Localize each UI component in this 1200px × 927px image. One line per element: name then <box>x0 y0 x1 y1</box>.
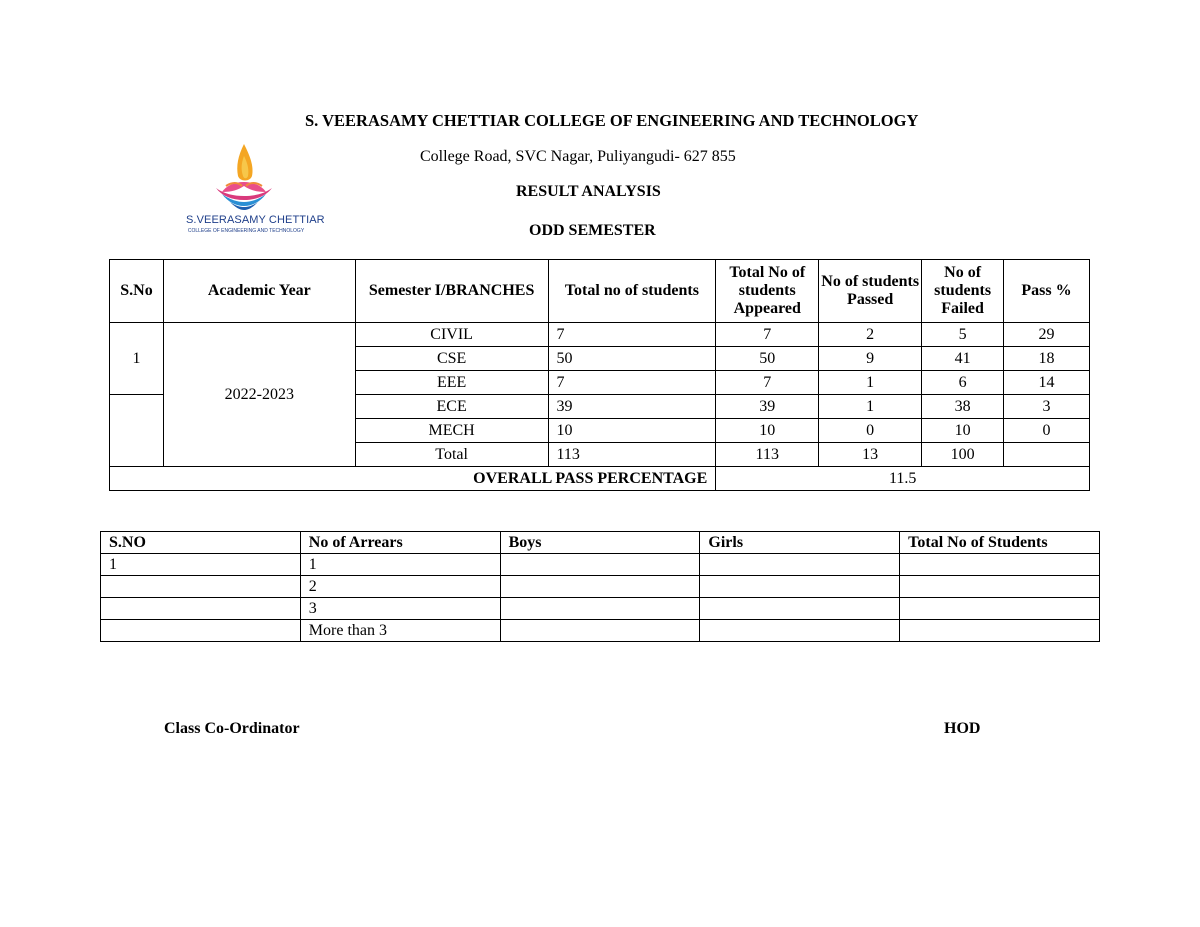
arrears-cell: 2 <box>300 576 500 598</box>
passed-cell: 9 <box>819 347 922 371</box>
passed-cell: 1 <box>819 371 922 395</box>
sno-cell: 1 <box>110 323 164 395</box>
result-analysis-table <box>109 259 1090 491</box>
boys-cell <box>500 576 700 598</box>
total-cell: 113 <box>548 443 716 467</box>
header-total-students: Total no of students <box>548 260 716 323</box>
header-academic-year: Academic Year <box>163 260 355 323</box>
lamp-flower-icon <box>186 142 306 214</box>
header-girls: Girls <box>700 532 900 554</box>
girls-cell <box>700 598 900 620</box>
header-pass-percent: Pass % <box>1004 260 1090 323</box>
failed-cell: 6 <box>922 371 1004 395</box>
appeared-cell: 113 <box>716 443 819 467</box>
semester-title: ODD SEMESTER <box>529 222 656 239</box>
total-cell <box>900 576 1100 598</box>
header-appeared: Total No of students Appeared <box>716 260 819 323</box>
girls-cell <box>700 620 900 642</box>
appeared-cell: 39 <box>716 395 819 419</box>
appeared-cell: 7 <box>716 323 819 347</box>
academic-year-cell: 2022-2023 <box>163 323 355 467</box>
passed-cell: 2 <box>819 323 922 347</box>
branch-cell: CSE <box>355 347 548 371</box>
failed-cell: 10 <box>922 419 1004 443</box>
logo-name: S.VEERASAMY CHETTIAR <box>186 214 325 226</box>
appeared-cell: 7 <box>716 371 819 395</box>
girls-cell <box>700 576 900 598</box>
boys-cell <box>500 598 700 620</box>
overall-row <box>110 467 1090 491</box>
logo-subtitle: COLLEGE OF ENGINEERING AND TECHNOLOGY <box>187 228 305 234</box>
appeared-cell: 10 <box>716 419 819 443</box>
total-cell <box>900 620 1100 642</box>
header-semester-branches: Semester I/BRANCHES <box>355 260 548 323</box>
pass-percent-cell: 0 <box>1004 419 1090 443</box>
header-total-students: Total No of Students <box>900 532 1100 554</box>
girls-cell <box>700 554 900 576</box>
table-row <box>101 554 1100 576</box>
arrear-header-row <box>101 532 1100 554</box>
branch-cell: MECH <box>355 419 548 443</box>
passed-cell: 0 <box>819 419 922 443</box>
boys-cell <box>500 554 700 576</box>
header-sno: S.NO <box>101 532 301 554</box>
pass-percent-cell: 14 <box>1004 371 1090 395</box>
pass-percent-cell: 3 <box>1004 395 1090 419</box>
hod-signature: HOD <box>944 720 981 737</box>
branch-cell: Total <box>355 443 548 467</box>
table-row <box>101 620 1100 642</box>
appeared-cell: 50 <box>716 347 819 371</box>
failed-cell: 41 <box>922 347 1004 371</box>
class-coordinator-signature: Class Co-Ordinator <box>164 720 300 737</box>
failed-cell: 5 <box>922 323 1004 347</box>
failed-cell: 100 <box>922 443 1004 467</box>
overall-pass-label: OVERALL PASS PERCENTAGE <box>110 467 716 491</box>
header-no-of-arrears: No of Arrears <box>300 532 500 554</box>
sno-cell <box>101 576 301 598</box>
college-name: S. VEERASAMY CHETTIAR COLLEGE OF ENGINEERING AND TECHNOLOGY <box>305 111 919 130</box>
total-cell <box>900 554 1100 576</box>
header-sno: S.No <box>110 260 164 323</box>
pass-percent-cell <box>1004 443 1090 467</box>
arrears-cell: More than 3 <box>300 620 500 642</box>
boys-cell <box>500 620 700 642</box>
branch-cell: ECE <box>355 395 548 419</box>
pass-percent-cell: 18 <box>1004 347 1090 371</box>
total-cell: 10 <box>548 419 716 443</box>
sno-cell <box>101 620 301 642</box>
passed-cell: 13 <box>819 443 922 467</box>
pass-percent-cell: 29 <box>1004 323 1090 347</box>
arrears-cell: 3 <box>300 598 500 620</box>
college-logo <box>186 142 325 238</box>
table-header-row <box>110 260 1090 323</box>
header-passed: No of students Passed <box>819 260 922 323</box>
total-cell <box>900 598 1100 620</box>
empty-sno-cell <box>110 395 164 467</box>
total-cell: 7 <box>548 323 716 347</box>
table-row <box>101 576 1100 598</box>
failed-cell: 38 <box>922 395 1004 419</box>
sno-cell: 1 <box>101 554 301 576</box>
result-analysis-title: RESULT ANALYSIS <box>516 183 661 200</box>
table-row <box>101 598 1100 620</box>
branch-cell: CIVIL <box>355 323 548 347</box>
total-cell: 7 <box>548 371 716 395</box>
arrear-table <box>100 531 1100 642</box>
header-boys: Boys <box>500 532 700 554</box>
arrears-cell: 1 <box>300 554 500 576</box>
passed-cell: 1 <box>819 395 922 419</box>
college-address: College Road, SVC Nagar, Puliyangudi- 627 855 <box>420 148 736 165</box>
total-cell: 50 <box>548 347 716 371</box>
overall-pass-value: 11.5 <box>716 467 1090 491</box>
header-failed: No of students Failed <box>922 260 1004 323</box>
sno-cell <box>101 598 301 620</box>
table-row <box>110 323 1090 347</box>
total-cell: 39 <box>548 395 716 419</box>
branch-cell: EEE <box>355 371 548 395</box>
